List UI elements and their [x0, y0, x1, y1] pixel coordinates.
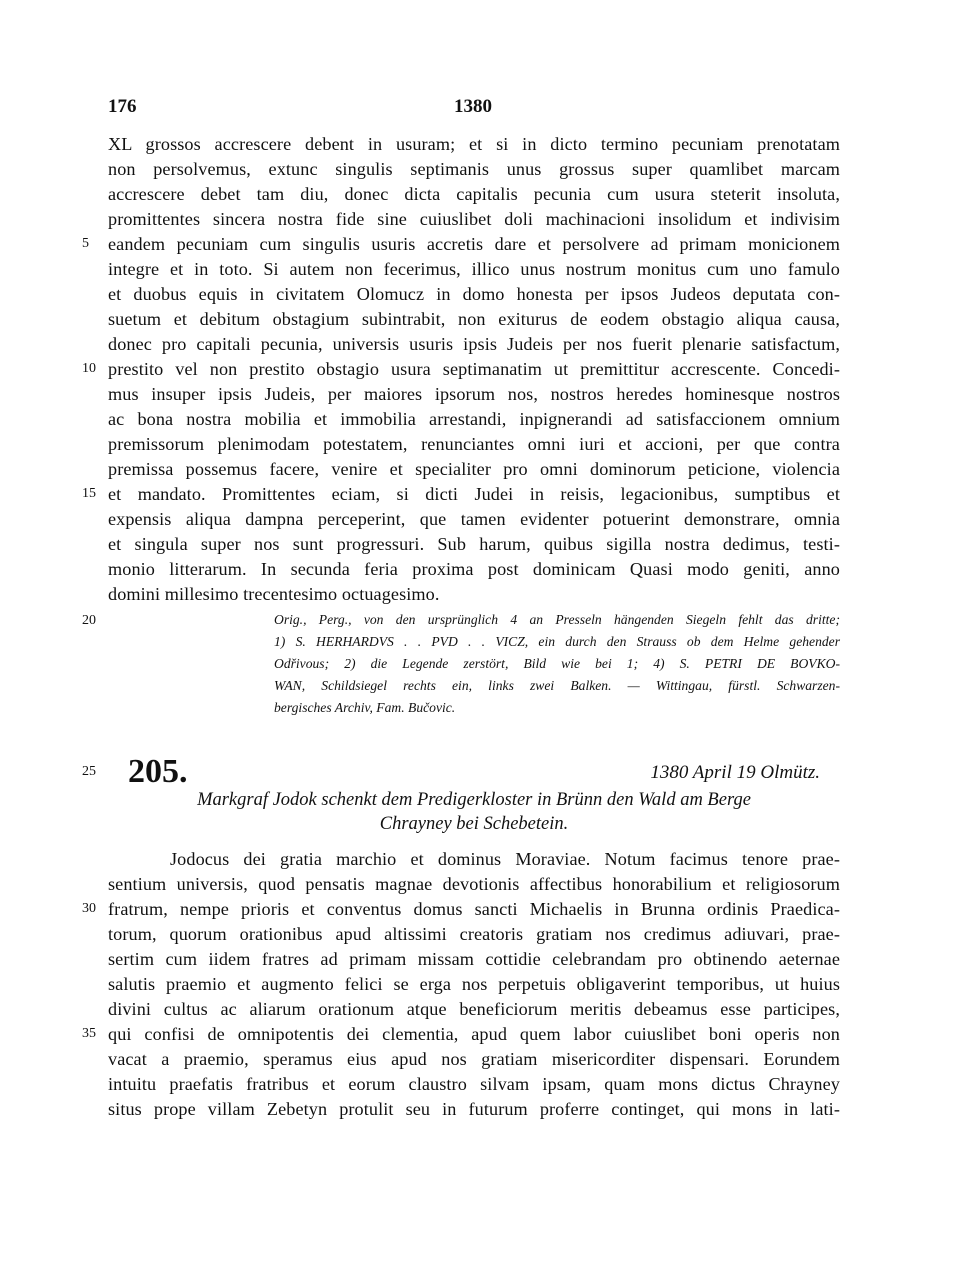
- footnote-line: WAN, Schildsiegel rechts ein, links zwei Balken. — Wittingau, fürstl. Schwarzen-: [274, 678, 840, 693]
- text-line: donec pro capitali pecunia, universis usuris ipsis Judeis per nos fuerit plenarie satisfactum,: [108, 334, 840, 354]
- text-line: et duobus equis in civitatem Olomucz in domo honesta per ipsos Judeos deputata con-: [108, 284, 840, 304]
- text-line: divini cultus ac aliarum orationum atque beneficiorum meritis debeamus esse participes,: [108, 999, 840, 1019]
- text-line: ac bona nostra mobilia et immobilia arrestandi, inpignerandi ad satisfaccionem omnium: [108, 409, 840, 429]
- document-number: 205.: [128, 753, 188, 790]
- footnote-line: Orig., Perg., von den ursprünglich 4 an Presseln hängenden Siegeln fehlt das dritte;: [274, 612, 840, 627]
- line-number: 20: [82, 613, 96, 628]
- text-line: integre et in toto. Si autem non fecerimus, illico unus nostrum monitus cum uno famulo: [108, 259, 840, 279]
- text-line: suetum et debitum obstagium subintrabit, non exiturus de eodem obstagio aliqua causa,: [108, 309, 840, 329]
- text-line: et singula super nos sunt progressuri. Sub harum, quibus sigilla nostra dedimus, testi-: [108, 534, 840, 554]
- text-line: non persolvemus, extunc singulis septimanis unus grossus super quamlibet marcam: [108, 159, 840, 179]
- text-line: Jodocus dei gratia marchio et dominus Moraviae. Notum facimus tenore prae-: [170, 849, 840, 869]
- text-line: eandem pecuniam cum singulis usuris accretis dare et persolvere ad primam monicionem: [108, 234, 840, 254]
- text-line: premissa possemus facere, venire et specialiter pro omni dominorum peticione, violencia: [108, 459, 840, 479]
- text-line: accrescere debet tam diu, donec dicta capitalis pecunia cum usura steterit insoluta,: [108, 184, 840, 204]
- line-number: 35: [82, 1026, 96, 1041]
- text-line: salutis praemio et augmento felici se erga nos perpetuis obligaverint temporibus, ut huius: [108, 974, 840, 994]
- text-line: mus insuper ipsis Judeis, per maiores ipsorum nos, nostros heredes hominesque nostros: [108, 384, 840, 404]
- line-number: 25: [82, 764, 96, 779]
- text-line: sentium universis, quod pensatis magnae devotionis affectibus honorabilium et religiosorum: [108, 874, 840, 894]
- text-line: expensis aliqua dampna perceperint, que tamen evidenter potuerint demonstrare, omnia: [108, 509, 840, 529]
- line-number: 15: [82, 486, 96, 501]
- text-line: sertim cum iidem fratres ad primam missam cottidie celebrandam pro obtinendo aeternae: [108, 949, 840, 969]
- footnote-line: bergisches Archiv, Fam. Bučovic.: [274, 700, 456, 715]
- footnote-line: 1) S. HERHARDVS . . PVD . . VICZ, ein durch den Strauss ob dem Helme gehender: [274, 634, 840, 649]
- text-line: fratrum, nempe prioris et conventus domus sancti Michaelis in Brunna ordinis Praedica-: [108, 899, 840, 919]
- regest-line: Chrayney bei Schebetein.: [379, 814, 569, 834]
- document-date-place: 1380 April 19 Olmütz.: [650, 762, 820, 783]
- line-number: 10: [82, 361, 96, 376]
- line-number: 5: [82, 236, 89, 251]
- page-number: 176: [108, 96, 137, 117]
- regest-line: Markgraf Jodok schenkt dem Predigerkloster in Brünn den Wald am Berge: [197, 790, 751, 810]
- text-line: situs prope villam Zebetyn protulit seu in futurum proferre continget, qui mons in lati-: [108, 1099, 840, 1119]
- text-line: XL grossos accrescere debent in usuram; et si in dicto termino pecuniam prenotatam: [108, 134, 840, 154]
- text-line: et mandato. Promittentes eciam, si dicti Judei in reisis, legacionibus, sumptibus et: [108, 484, 840, 504]
- text-line: vacat a praemio, speramus eius apud nos gratiam misericorditer dispensari. Eorundem: [108, 1049, 840, 1069]
- text-line: qui confisi de omnipotentis dei clementia, apud quem labor cuiuslibet boni operis non: [108, 1024, 840, 1044]
- text-line: torum, quorum orationibus apud altissimi creatoris gratiam nos credimus adiuvari, prae-: [108, 924, 840, 944]
- text-line: monio litterarum. In secunda feria proxima post dominicam Quasi modo geniti, anno: [108, 559, 840, 579]
- text-line: premissorum plenimodam potestatem, renunciantes omni iuri et accioni, per que contra: [108, 434, 840, 454]
- running-head-year: 1380: [454, 96, 492, 117]
- text-line: promittentes sincera nostra fide sine cuiuslibet doli machinacioni insolidum et indivisim: [108, 209, 840, 229]
- footnote-line: Odřivous; 2) die Legende zerstört, Bild wie bei 1; 4) S. PETRI DE BOVKO-: [274, 656, 840, 671]
- text-line: domini millesimo trecentesimo octuagesimo.: [108, 584, 440, 604]
- line-number: 30: [82, 901, 96, 916]
- text-line: prestito vel non prestito obstagio usura septimanatim ut premittitur accrescente. Concedi-: [108, 359, 840, 379]
- text-line: intuitu praefatis fratribus et eorum claustro silvam ipsam, quam mons dictus Chrayney: [108, 1074, 840, 1094]
